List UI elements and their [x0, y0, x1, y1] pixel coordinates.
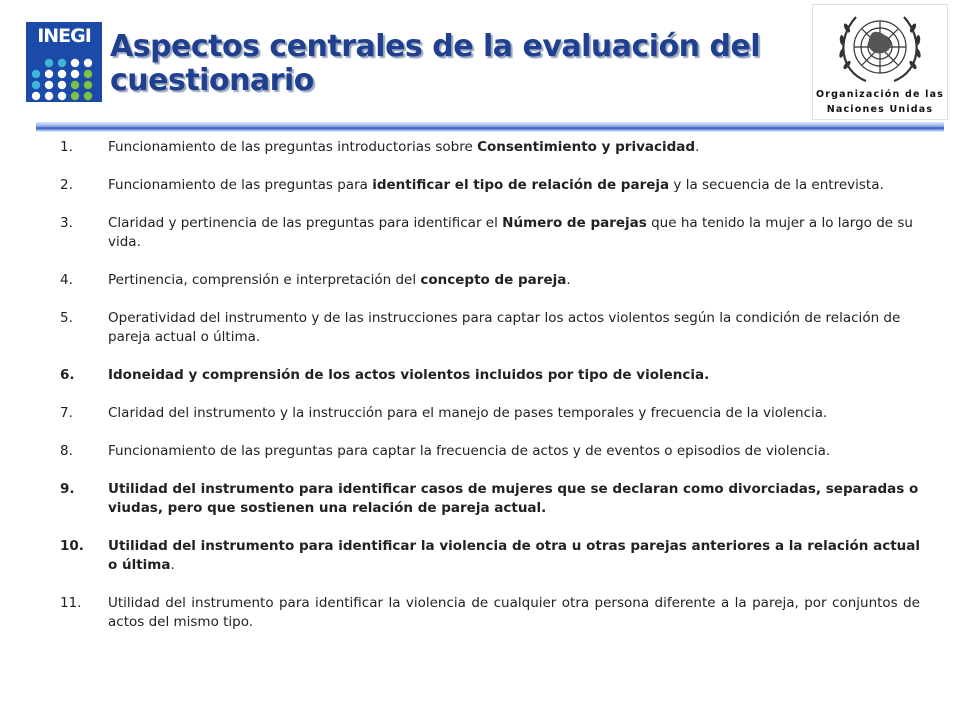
list-item	[58, 366, 920, 385]
evaluation-aspects-list	[58, 138, 920, 632]
inegi-logo-dot	[32, 70, 40, 78]
list-item	[58, 480, 920, 518]
item-text	[108, 537, 920, 575]
item-number: 3.	[60, 215, 73, 231]
list-item	[58, 309, 920, 347]
item-text-emphasis: Número de parejas	[502, 215, 647, 231]
item-text	[108, 139, 699, 155]
list-item	[58, 271, 920, 290]
item-text-emphasis: Consentimiento y privacidad	[477, 139, 696, 155]
header-divider	[36, 122, 944, 132]
item-number: 4.	[60, 272, 73, 288]
list-item	[58, 442, 920, 461]
inegi-logo-dot	[58, 59, 66, 67]
item-text-segment: Funcionamiento de las preguntas para captar la frecuencia de actos y de eventos o episodios de violencia.	[108, 443, 831, 459]
list-item	[58, 214, 920, 252]
inegi-logo-dot	[32, 92, 40, 100]
item-number: 9.	[60, 481, 75, 497]
inegi-logo-dot	[71, 70, 79, 78]
item-text-segment: Funcionamiento de las preguntas introductorias sobre	[108, 139, 478, 155]
item-text-segment: .	[695, 139, 700, 155]
item-text	[108, 272, 571, 288]
item-number: 10.	[60, 538, 84, 554]
item-text-segment: Funcionamiento de las preguntas para	[108, 177, 373, 193]
item-number: 11.	[60, 595, 82, 611]
item-text-emphasis: identificar el tipo de relación de pareja	[372, 177, 670, 193]
item-text-segment: Idoneidad y comprensión de los actos violentos incluidos por tipo de violencia.	[108, 367, 710, 383]
item-number: 6.	[60, 367, 75, 383]
item-number: 1.	[60, 139, 73, 155]
item-number: 8.	[60, 443, 73, 459]
inegi-logo-dot	[71, 81, 79, 89]
inegi-logo-dot	[84, 59, 92, 67]
item-text	[108, 443, 830, 459]
item-text-segment: y la secuencia de la entrevista.	[669, 177, 884, 193]
svg-text:INEGI: INEGI	[37, 25, 91, 47]
item-text	[108, 481, 918, 516]
list-item	[58, 176, 920, 195]
un-logo	[812, 4, 948, 120]
un-name-line1: Organización de las	[815, 89, 945, 100]
item-text	[108, 215, 913, 250]
item-text-segment: .	[566, 272, 571, 288]
inegi-logo-dot	[45, 81, 53, 89]
inegi-logo-dot	[32, 81, 40, 89]
list-item	[58, 594, 920, 632]
item-text	[108, 310, 900, 345]
item-number: 5.	[60, 310, 73, 326]
item-number: 2.	[60, 177, 73, 193]
item-text-segment: que ha tenido la mujer a lo largo de su vida.	[108, 215, 913, 250]
inegi-logo-dot	[84, 70, 92, 78]
item-number: 7.	[60, 405, 73, 421]
item-text-segment: Claridad del instrumento y la instrucción para el manejo de pases temporales y frecuencia de la violencia.	[108, 405, 828, 421]
list-item	[58, 138, 920, 157]
item-text-segment: Operatividad del instrumento y de las instrucciones para captar los actos violentos según la condición de relación de pareja actual o última.	[108, 310, 901, 345]
item-text-segment: Utilidad del instrumento para identificar la violencia de otra u otras parejas anteriores a la relación actual o última	[108, 538, 920, 573]
item-text-segment: Utilidad del instrumento para identificar casos de mujeres que se declaran como divorciadas, separadas o viudas, pero que sostienen una relación de pareja actual.	[108, 481, 919, 516]
inegi-logo-dot	[71, 59, 79, 67]
page-title: Aspectos centrales de la evaluación del cuestionario	[110, 29, 761, 98]
item-text-segment: .	[170, 557, 175, 573]
item-text	[108, 405, 827, 421]
item-text	[108, 367, 709, 383]
inegi-logo-dot	[84, 81, 92, 89]
item-text-segment: Claridad y pertinencia de las preguntas para identificar el	[108, 215, 503, 231]
un-name-line2: Naciones Unidas	[826, 104, 934, 115]
list-item	[58, 537, 920, 575]
inegi-logo-dot	[71, 92, 79, 100]
list-item	[58, 404, 920, 423]
inegi-logo-dot	[45, 92, 53, 100]
inegi-logo-dot	[84, 92, 92, 100]
inegi-logo-dot	[58, 81, 66, 89]
item-text	[108, 594, 920, 632]
inegi-logo	[26, 22, 102, 102]
inegi-logo-dot	[58, 70, 66, 78]
item-text-segment: Utilidad del instrumento para identificar la violencia de cualquier otra persona diferente a la pareja, por conjuntos de actos del mismo tipo.	[108, 595, 920, 630]
inegi-logo-dot	[58, 92, 66, 100]
item-text	[108, 177, 884, 193]
inegi-logo-dot	[45, 70, 53, 78]
item-text-emphasis: concepto de pareja	[420, 272, 567, 288]
item-text-segment: Pertinencia, comprensión e interpretación del	[108, 272, 421, 288]
inegi-logo-dot	[45, 59, 53, 67]
